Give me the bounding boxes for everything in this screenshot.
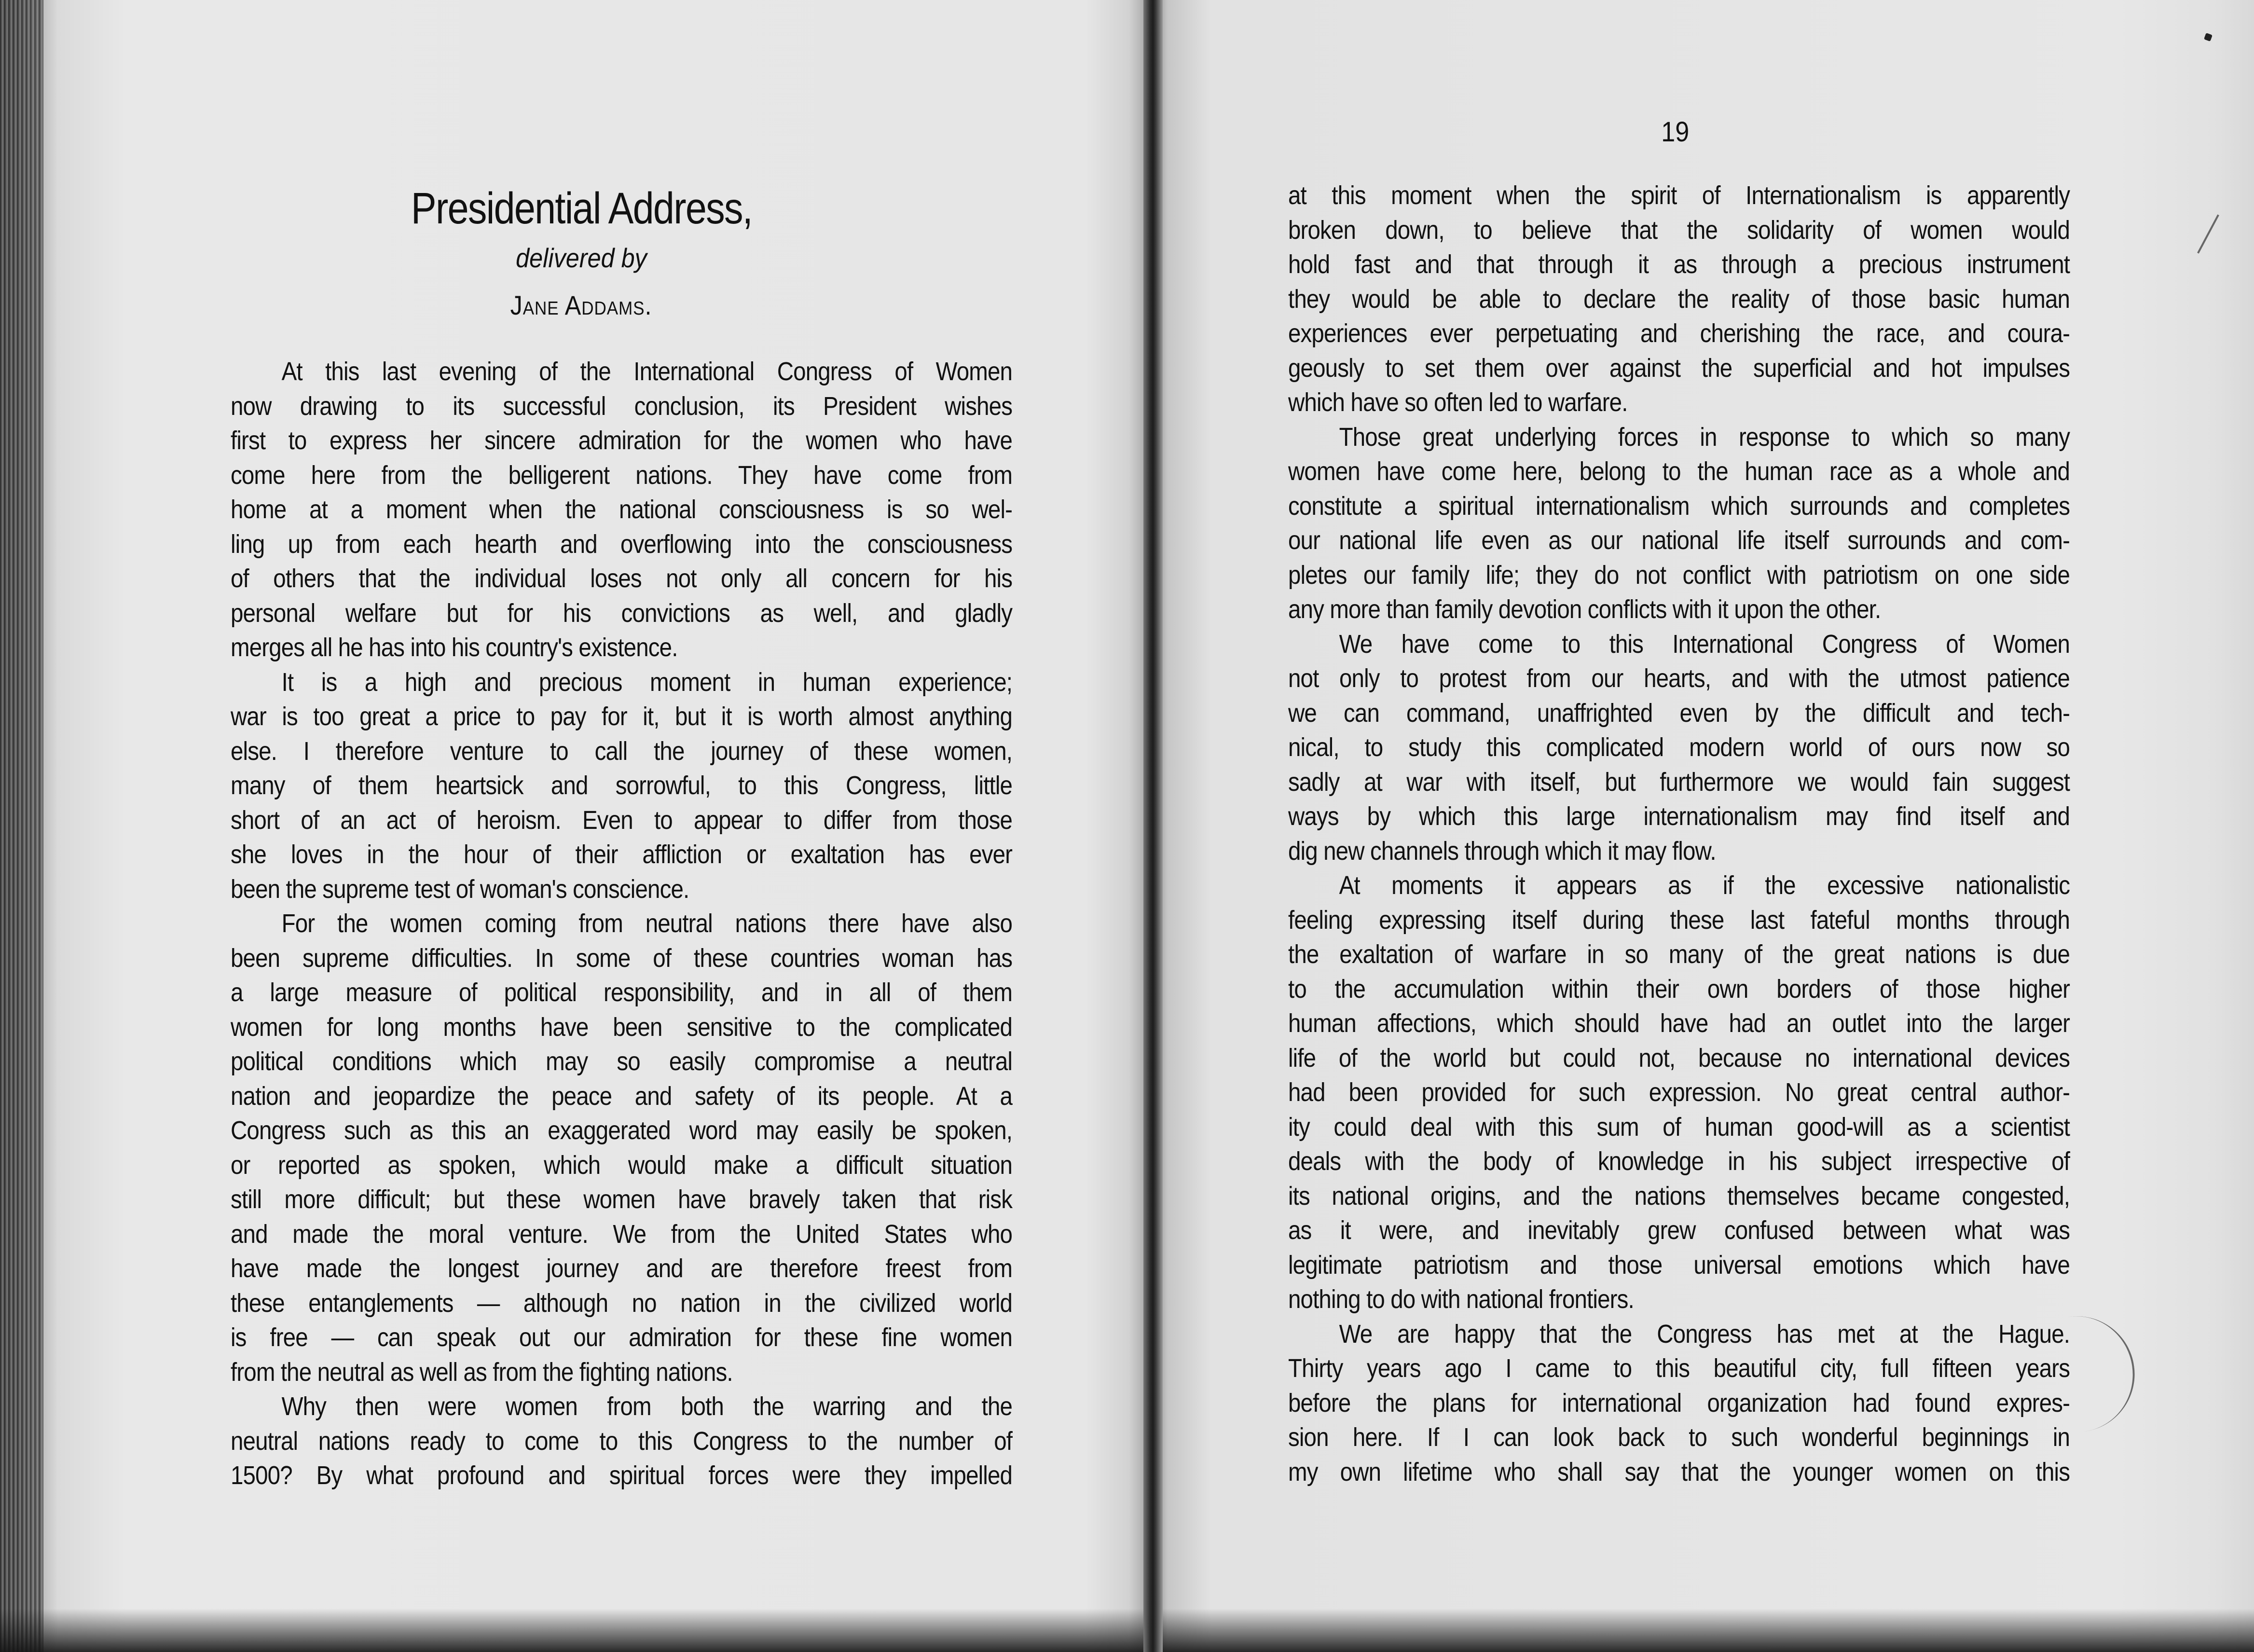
text-line: been supreme difficulties. In some of these countries woman has (231, 943, 1013, 973)
text-line: is free — can speak out our admiration for these fine women (231, 1323, 1013, 1352)
paragraph (1288, 420, 2070, 627)
text-line: merges all he has into his country's existence. (231, 633, 678, 662)
text-line: not only to protest from our hearts, and with the utmost patience (1288, 664, 2070, 693)
text-line: It is a high and precious moment in human experience; (281, 667, 1013, 697)
document-title: Presidential Address, (411, 184, 753, 233)
text-line: had been provided for such expression. No great central author- (1288, 1078, 2070, 1107)
text-line: dig new channels through which it may flow. (1288, 836, 1716, 866)
text-line: constitute a spiritual internationalism which surrounds and completes (1288, 491, 2070, 521)
text-line: we can command, unaffrighted even by the difficult and tech- (1288, 698, 2070, 728)
paragraph (1288, 868, 2070, 1317)
text-line: from the neutral as well as from the fighting nations. (231, 1357, 733, 1387)
text-line: ways by which this large internationalism may find itself and (1288, 802, 2070, 831)
text-line: nothing to do with national frontiers. (1288, 1285, 1634, 1314)
text-line: For the women coming from neutral nations there have also (281, 909, 1013, 938)
left-page-text (231, 355, 1012, 1493)
text-line: nation and jeopardize the peace and safety of its people. At a (231, 1081, 1013, 1111)
text-line: to the accumulation within their own borders of those higher (1288, 974, 2070, 1004)
text-line: human affections, which should have had an outlet into the larger (1288, 1009, 2070, 1038)
text-line: they would be able to declare the reality of those basic human (1288, 284, 2070, 314)
text-line: sadly at war with itself, but furthermore we would fain suggest (1288, 767, 2070, 797)
text-line: feeling expressing itself during these last fateful months through (1288, 905, 2070, 935)
right-page-text (1288, 179, 2070, 1489)
bottom-shadow (0, 1609, 1153, 1652)
page-edges (0, 0, 43, 1652)
text-line: home at a moment when the national consciousness is so wel- (231, 495, 1013, 524)
text-line: before the plans for international organization had found expres- (1288, 1388, 2070, 1418)
text-line: and made the moral venture. We from the United States who (231, 1219, 1013, 1249)
text-line: pletes our family life; they do not conflict with patriotism on one side (1288, 560, 2070, 590)
text-line: still more difficult; but these women have bravely taken that risk (231, 1185, 1013, 1214)
text-line: a large measure of political responsibility, and in all of them (231, 978, 1013, 1007)
text-line: neutral nations ready to come to this Congress to the number of (231, 1426, 1013, 1456)
text-line: Those great underlying forces in response to which so many (1339, 422, 2070, 452)
text-line: the exaltation of warfare in so many of the great nations is due (1288, 940, 2070, 969)
bottom-shadow (1153, 1609, 2254, 1652)
text-line: At this last evening of the International Congress of Women (281, 357, 1013, 386)
text-line: of others that the individual loses not only all concern for his (231, 564, 1013, 593)
text-line: its national origins, and the nations themselves became congested, (1288, 1181, 2070, 1211)
text-line: At moments it appears as if the excessive nationalistic (1339, 871, 2070, 900)
text-line: We have come to this International Congress of Women (1339, 629, 2070, 659)
document-author: Jane Addams. (510, 290, 652, 320)
text-line: legitimate patriotism and those universal emotions which have (1288, 1250, 2070, 1280)
text-line: come here from the belligerent nations. They have come from (231, 460, 1013, 490)
document-subtitle: delivered by (516, 243, 647, 273)
text-line: geously to set them over against the superficial and hot impulses (1288, 353, 2070, 383)
text-line: personal welfare but for his convictions as well, and gladly (231, 598, 1013, 628)
text-line: now drawing to its successful conclusion, its President wishes (231, 391, 1013, 421)
text-line: Congress such as this an exaggerated word may easily be spoken, (231, 1116, 1013, 1145)
text-line: Why then were women from both the warring and the (281, 1392, 1013, 1421)
text-line: many of them heartsick and sorrowful, to this Congress, little (231, 771, 1013, 800)
text-line: sion here. If I can look back to such wonderful beginnings in (1288, 1423, 2070, 1452)
paragraph (1288, 179, 2070, 420)
text-line: short of an act of heroism. Even to appear to differ from those (231, 805, 1013, 835)
text-line: else. I therefore venture to call the journey of these women, (231, 736, 1013, 766)
paragraph (1288, 1317, 2070, 1490)
text-line: hold fast and that through it as through a precious instrument (1288, 250, 2070, 279)
text-line: these entanglements — although no nation in the civilized world (231, 1288, 1013, 1318)
text-line: broken down, to believe that the solidarity of women would (1288, 215, 2070, 245)
text-line: have made the longest journey and are therefore freest from (231, 1254, 1013, 1283)
text-line: our national life even as our national life itself surrounds and com- (1288, 526, 2070, 555)
text-line: or reported as spoken, which would make a difficult situation (231, 1150, 1013, 1180)
paragraph (231, 665, 1012, 907)
paragraph (231, 1390, 1012, 1493)
text-line: first to express her sincere admiration for the women who have (231, 426, 1013, 455)
text-line: as it were, and inevitably grew confused between what was (1288, 1216, 2070, 1245)
text-line: Thirty years ago I came to this beautiful city, full fifteen years (1288, 1354, 2070, 1383)
paragraph (1288, 627, 2070, 869)
text-line: been the supreme test of woman's conscience. (231, 874, 689, 904)
paragraph (231, 355, 1012, 665)
text-line: We are happy that the Congress has met at the Hague. (1339, 1319, 2070, 1349)
text-line: women for long months have been sensitive to the complicated (231, 1012, 1013, 1042)
page-number: 19 (1661, 116, 1690, 148)
text-line: at this moment when the spirit of Internationalism is apparently (1288, 181, 2070, 210)
text-line: life of the world but could not, because no international devices (1288, 1043, 2070, 1073)
text-line: nical, to study this complicated modern world of ours now so (1288, 733, 2070, 762)
paragraph (231, 907, 1012, 1390)
text-line: ling up from each hearth and overflowing into the consciousness (231, 529, 1013, 559)
text-line: my own lifetime who shall say that the younger women on this (1288, 1457, 2070, 1487)
text-line: war is too great a price to pay for it, but it is worth almost anything (231, 702, 1013, 731)
text-line: she loves in the hour of their affliction or exaltation has ever (231, 840, 1013, 869)
text-line: 1500? By what profound and spiritual forces were they impelled (231, 1461, 1013, 1490)
text-line: political conditions which may so easily compromise a neutral (231, 1047, 1013, 1076)
text-line: experiences ever perpetuating and cherishing the race, and coura- (1288, 319, 2070, 348)
text-line: any more than family devotion conflicts with it upon the other. (1288, 595, 1881, 624)
text-line: ity could deal with this sum of human good-will as a scientist (1288, 1112, 2070, 1142)
book-gutter (1143, 0, 1163, 1652)
text-line: women have come here, belong to the human race as a whole and (1288, 457, 2070, 486)
text-line: which have so often led to warfare. (1288, 388, 1628, 417)
text-line: deals with the body of knowledge in his subject irrespective of (1288, 1147, 2070, 1176)
